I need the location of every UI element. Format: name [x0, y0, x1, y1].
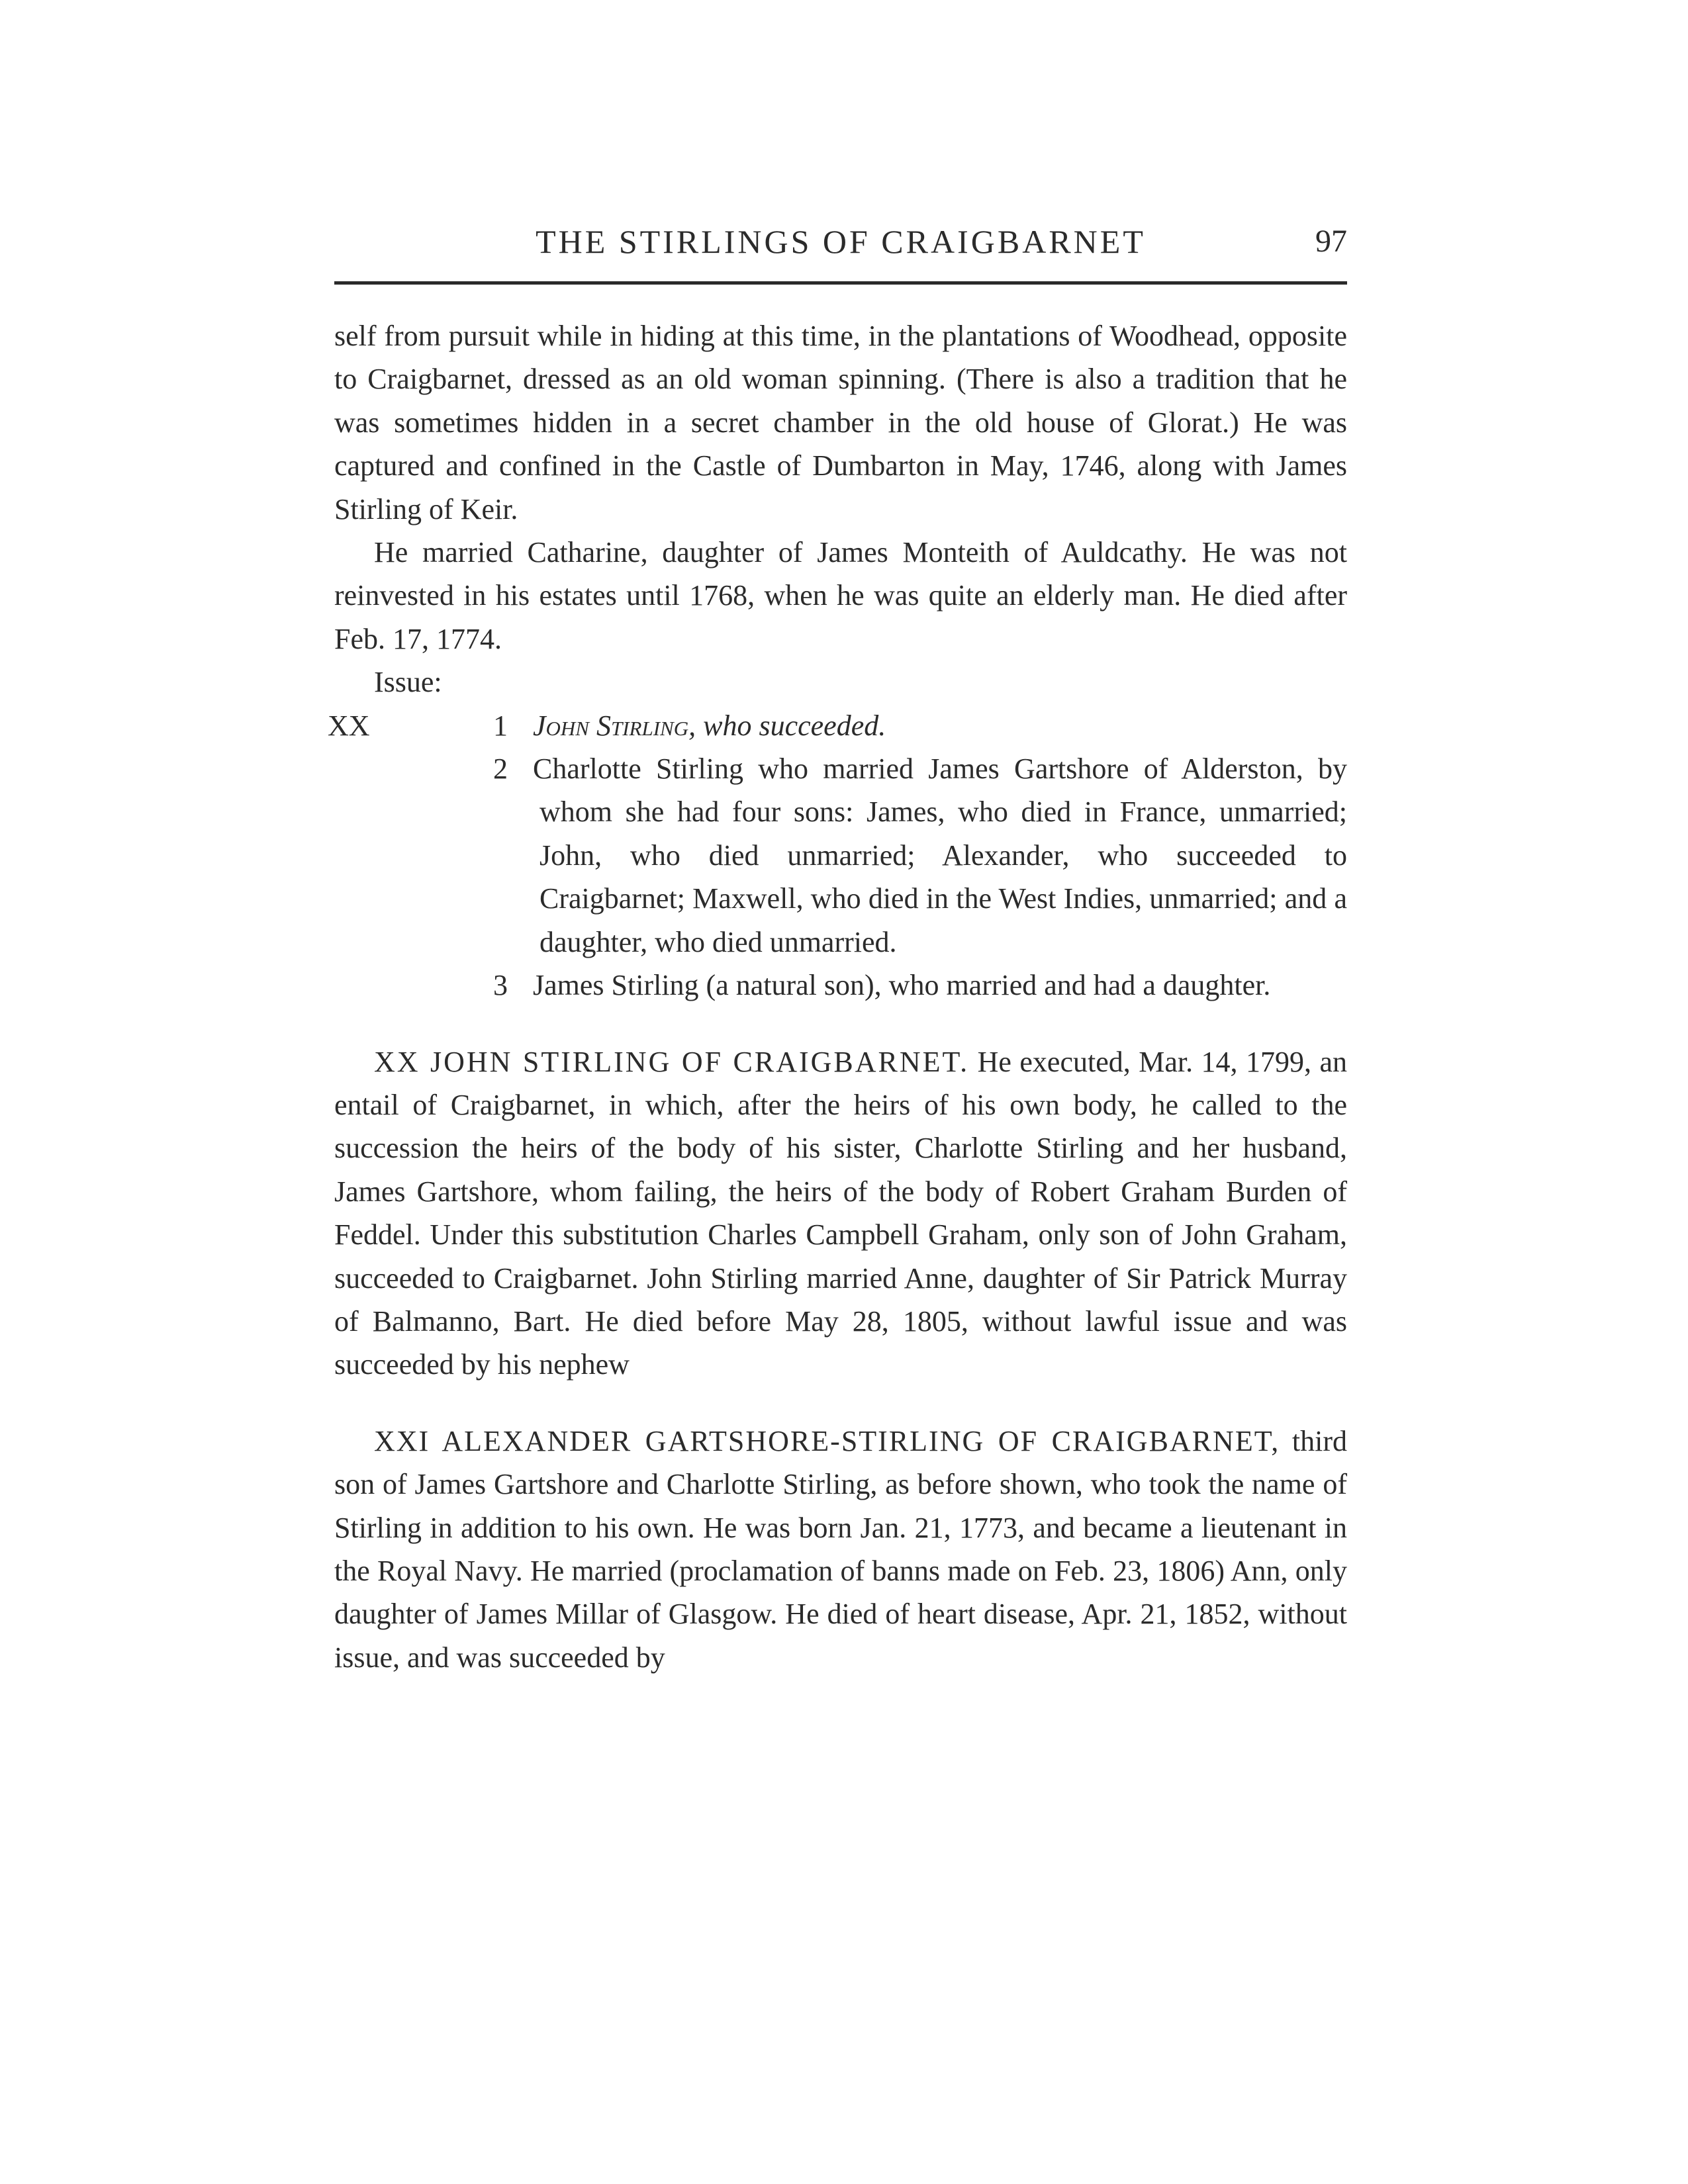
running-title: THE STIRLINGS OF CRAIGBARNET — [536, 223, 1146, 260]
generation-mark: XX — [328, 709, 370, 742]
paragraph-continuation: self from pursuit while in hiding at this time, in the plantations of Woodhead, opposite to Craigbarnet, dressed as an old woman spinning. (There is also a tradition that he was sometimes hidden in a secret chamber in the old house of Glorat.) He was captured and confined in the Castle of Dumbarton in May, 1746, along with James Stirling of Keir. — [334, 320, 1347, 525]
section-text: He executed, Mar. 14, 1799, an entail of Craigbarnet, in which, after the heirs of his own body, he called to the succession the heirs of the body of his sister, Charlotte Stirling and her husband, James Gartshore, whom failing, the heirs of the body of Robert Graham Burden of Feddel. Under this substitution Charles Campbell Graham, only son of John Graham, succeeded to Craigbarnet. John Stirling married Anne, daughter of Sir Patrick Murray of Balmanno, Bart. He died before May 28, 1805, without lawful issue and was succeeded by his nephew — [334, 1045, 1347, 1381]
issue-name: John Stirling, — [533, 709, 696, 742]
issue-number: 2 — [493, 752, 508, 786]
page-number: 97 — [1315, 224, 1347, 259]
section-heading: XXI ALEXANDER GARTSHORE-STIRLING OF CRAIGBARNET, — [374, 1424, 1280, 1457]
issue-number: 1 — [493, 709, 508, 742]
issue-text: Charlotte Stirling who married James Gartshore of Alderston, by whom she had four sons: James, who died in France, unmarried; John, who died unmarried; Alexander, who succeeded to Craigbarnet; Maxwell, who died in the West Indies, unmarried; and a daughter, who died unmarried. — [533, 752, 1347, 958]
header-rule — [334, 281, 1347, 285]
issue-list — [328, 704, 1347, 1007]
issue-text: James Stirling (a natural son), who married and had a daughter. — [533, 969, 1271, 1002]
issue-number: 3 — [493, 969, 508, 1002]
paragraph-marriage: He married Catharine, daughter of James Monteith of Auldcathy. He was not reinvested in his estates until 1768, when he was quite an elderly man. He died after Feb. 17, 1774. — [334, 536, 1347, 655]
issue-text: who succeeded. — [696, 709, 886, 742]
section-text: third son of James Gartshore and Charlotte Stirling, as before shown, who took the name of Stirling in addition to his own. He was born Jan. 21, 1773, and became a lieutenant in the Royal Navy. He married (proclamation of banns made on Feb. 23, 1806) Ann, only daughter of James Millar of Glasgow. He died of heart disease, Apr. 21, 1852, without issue, and was succeeded by — [334, 1424, 1347, 1674]
section-john-stirling — [334, 1040, 1347, 1387]
issue-item-3 — [334, 964, 1347, 1007]
section-heading: XX JOHN STIRLING OF CRAIGBARNET. — [374, 1045, 970, 1078]
body-text — [328, 314, 1347, 1679]
issue-label: Issue: — [374, 666, 442, 699]
issue-item-1 — [328, 704, 1347, 747]
page-header — [334, 218, 1347, 265]
issue-item-2 — [334, 747, 1347, 964]
section-alexander-gartshore-stirling — [334, 1420, 1347, 1679]
